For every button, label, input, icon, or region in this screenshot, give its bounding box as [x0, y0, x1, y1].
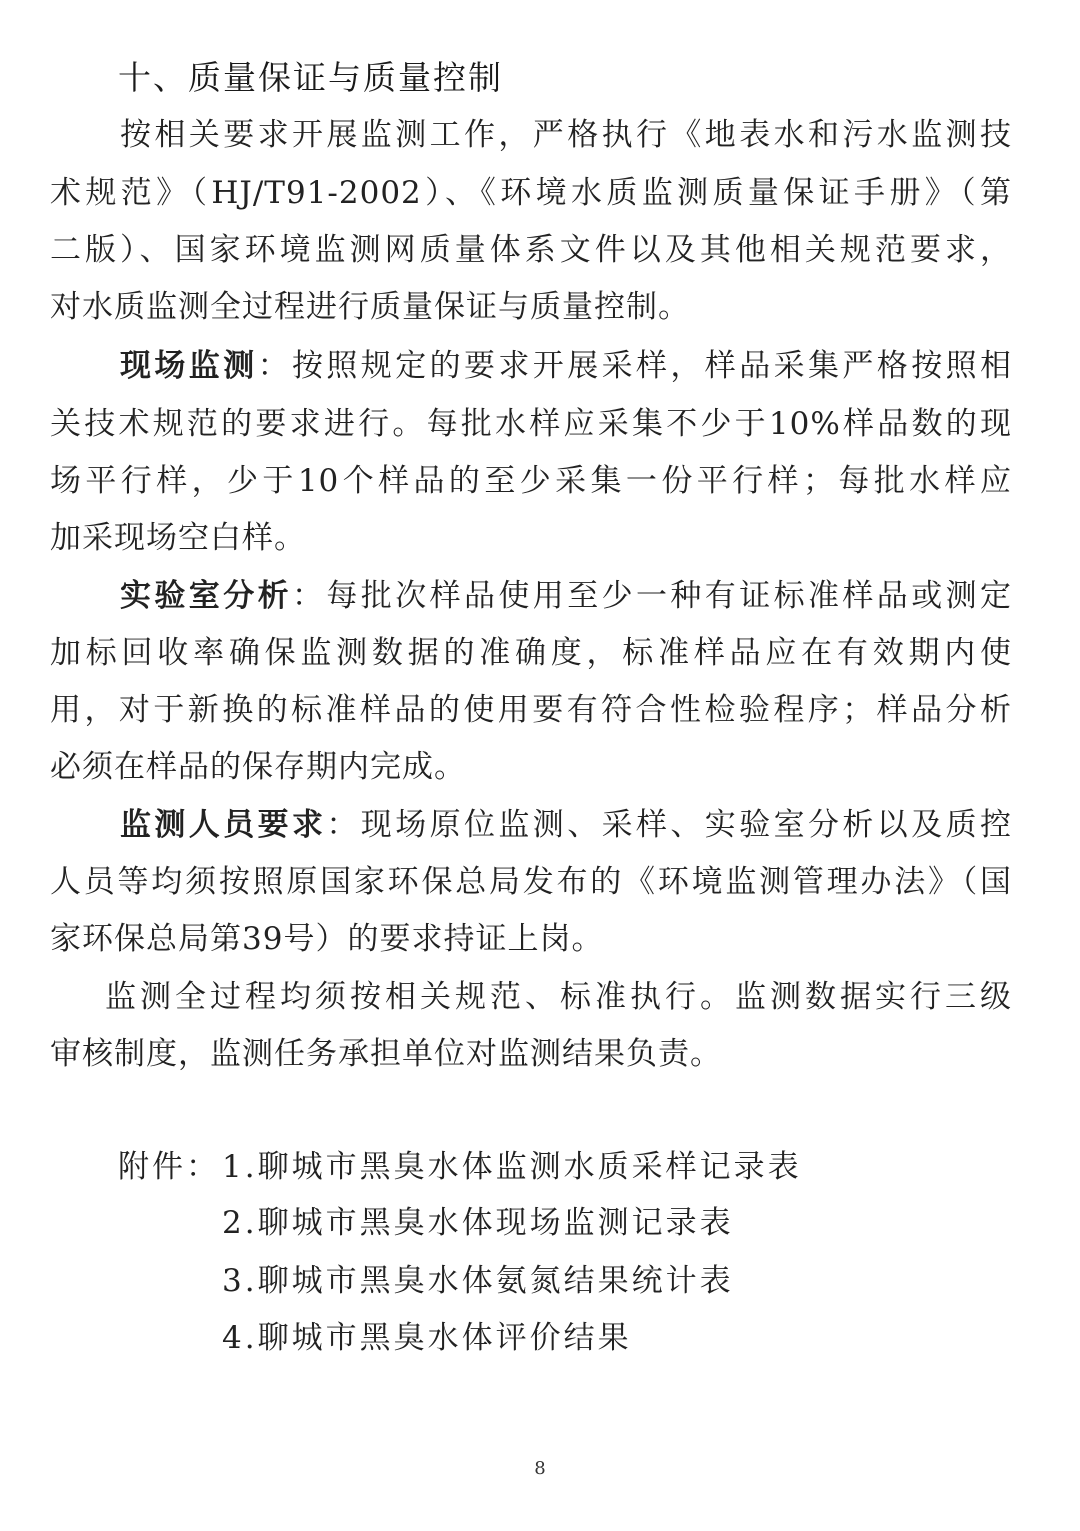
- para3-line-3: 用，对于新换的标准样品的使用要有符合性检验程序；样品分析: [50, 692, 1012, 728]
- para3-line-4: 必须在样品的保存期内完成。: [50, 749, 466, 785]
- para4-line-3: 家环保总局第39号）的要求持证上岗。: [50, 921, 604, 957]
- section-heading: 十、质量保证与质量控制: [118, 58, 503, 97]
- attachments-label: 附件：: [118, 1149, 220, 1185]
- para5-line-2: 审核制度，监测任务承担单位对监测结果负责。: [50, 1036, 722, 1072]
- para2-line-1: [120, 346, 1012, 386]
- attachment-item-3: 3.聊城市黑臭水体氨氮结果统计表: [222, 1263, 734, 1299]
- attachment-item-4: 4.聊城市黑臭水体评价结果: [222, 1320, 632, 1356]
- para2-lead: ：按照规定的要求开展采样，样品采集严格按照相: [257, 348, 1013, 384]
- para1-line-2: 术规范》（HJ/T91-2002）、《环境水质监测质量保证手册》（第: [50, 175, 1012, 211]
- para4-lead: ：现场原位监测、采样、实验室分析以及质控: [326, 807, 1013, 843]
- attachment-item-1: 1.聊城市黑臭水体监测水质采样记录表: [222, 1149, 802, 1185]
- page-number: 8: [534, 1458, 546, 1479]
- para1-line-3: 二版）、国家环境监测网质量体系文件以及其他相关规范要求，: [50, 232, 1012, 268]
- para2-line-4: 加采现场空白样。: [50, 520, 306, 556]
- attachment-item-2: 2.聊城市黑臭水体现场监测记录表: [222, 1205, 734, 1241]
- para3-lead: ：每批次样品使用至少一种有证标准样品或测定: [292, 578, 1012, 614]
- para1-line-1: 按相关要求开展监测工作，严格执行《地表水和污水监测技: [120, 117, 1012, 153]
- para3-line-2: 加标回收率确保监测数据的准确度，标准样品应在有效期内使: [50, 635, 1012, 671]
- para2-line-2: 关技术规范的要求进行。每批水样应采集不少于10%样品数的现: [50, 406, 1012, 442]
- para2-label: 现场监测: [120, 348, 258, 384]
- para3-label: 实验室分析: [120, 578, 292, 614]
- para4-label: 监测人员要求: [120, 807, 327, 843]
- para1-line-4: 对水质监测全过程进行质量保证与质量控制。: [50, 289, 690, 325]
- para4-line-1: [120, 805, 1012, 845]
- para2-line-3: 场平行样，少于10个样品的至少采集一份平行样；每批水样应: [50, 463, 1012, 499]
- para3-line-1: [120, 576, 1012, 616]
- para4-line-2: 人员等均须按照原国家环保总局发布的《环境监测管理办法》（国: [50, 864, 1012, 900]
- para5-line-1: 监测全过程均须按相关规范、标准执行。监测数据实行三级: [105, 979, 1012, 1015]
